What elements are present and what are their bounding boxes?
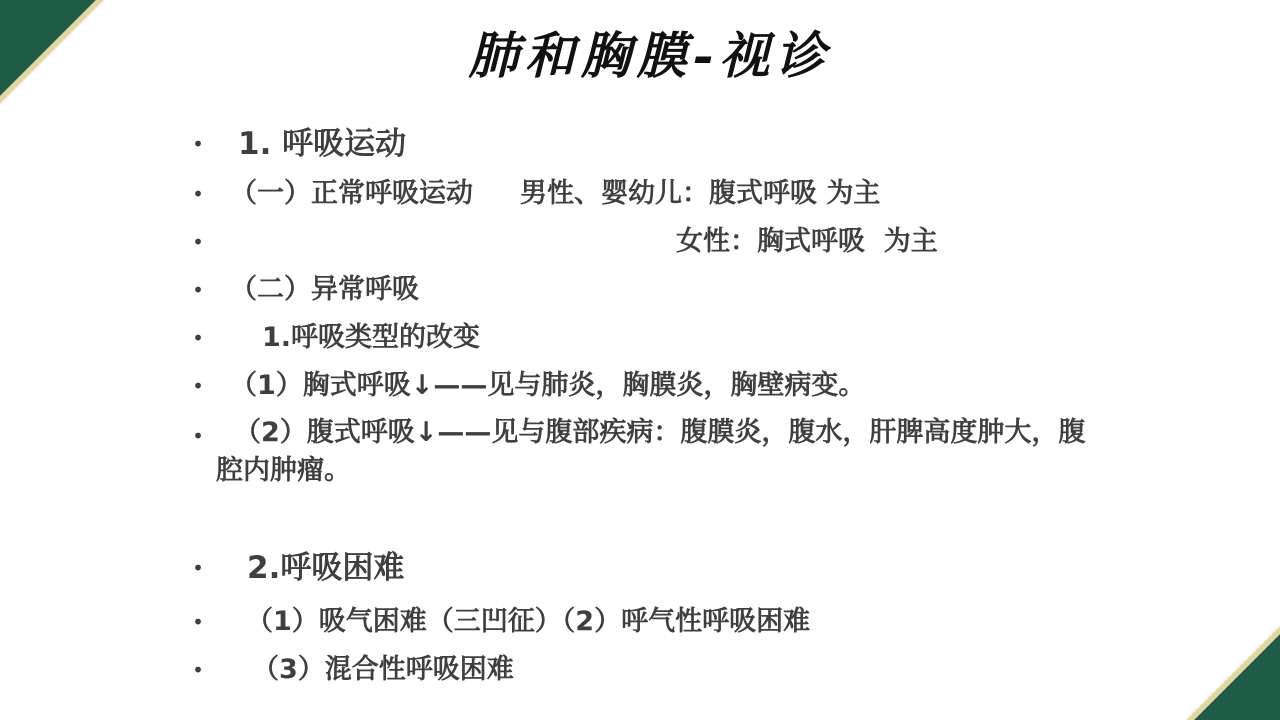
bullet-item-abdominal-breathing [0, 414, 1280, 500]
bullet-item-abnormal-breathing [0, 268, 1280, 312]
bullet-item-normal-breathing [0, 172, 1280, 216]
bullet-text: （二）异常呼吸 [230, 274, 419, 305]
bullet-dot: • [192, 326, 204, 350]
bullet-text: 1. 呼吸运动 [238, 126, 407, 162]
bullet-item-female-breathing [0, 220, 1280, 264]
bullet-dot: • [192, 556, 204, 580]
bullet-text: （1）吸气困难（三凹征）（2）呼气性呼吸困难 [246, 606, 811, 637]
bullet-dot: • [192, 182, 204, 206]
bullet-item-mixed-dyspnea [0, 648, 1280, 692]
bullet-item-respiratory-movement [0, 122, 1280, 166]
bullet-text: （1）胸式呼吸↓——见与肺炎，胸膜炎，胸壁病变。 [230, 370, 866, 401]
bullet-text: 2.呼吸困难 [247, 550, 405, 586]
bullet-dot: • [192, 374, 204, 398]
bullet-text: 女性：胸式呼吸 为主 [676, 226, 938, 257]
bullet-dot: • [192, 424, 204, 448]
bullet-item-inspiratory-dyspnea [0, 600, 1280, 644]
bullet-dot: • [192, 132, 204, 156]
bullet-text: （2）腹式呼吸↓——见与腹部疾病：腹膜炎，腹水，肝脾高度肿大，腹腔内肿瘤。 [216, 417, 1086, 486]
bullet-dot: • [192, 278, 204, 302]
bullet-item-dyspnea [0, 546, 1280, 590]
bullet-dot: • [192, 230, 204, 254]
bullet-dot: • [192, 610, 204, 634]
bullet-text: 1.呼吸类型的改变 [262, 322, 481, 353]
bullet-item-thoracic-breathing [0, 364, 1280, 408]
slide-title: 肺和胸膜-视诊 [468, 26, 832, 85]
bullet-item-breathing-type-change [0, 316, 1280, 360]
bullet-text: （3）混合性呼吸困难 [252, 654, 514, 685]
bullet-text: （一）正常呼吸运动 男性、婴幼儿：腹式呼吸 为主 [230, 178, 881, 209]
bullet-dot: • [192, 658, 204, 682]
